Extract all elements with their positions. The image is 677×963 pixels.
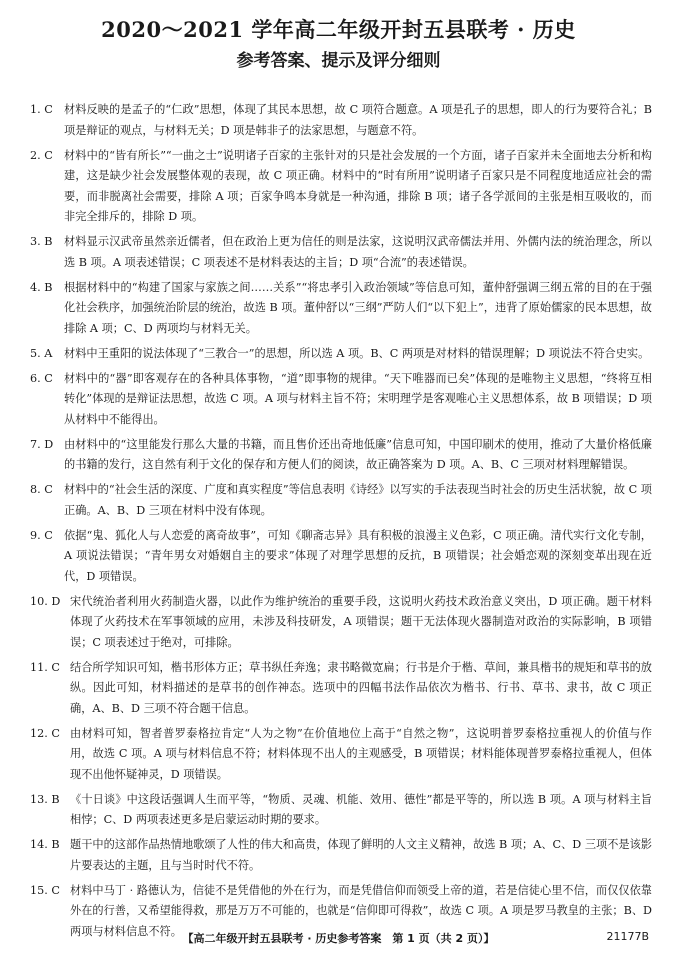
answer-number: 9. C bbox=[30, 528, 53, 542]
answer-item bbox=[30, 100, 652, 141]
answer-explanation: 《十日谈》中这段话强调人生而平等，“物质、灵魂、机能、效用、德性”都是平等的，所以选 B 项。A 项与材料主旨相悖；C、D 两项表述更多是启蒙运动时期的要求。 bbox=[70, 792, 652, 826]
answer-number: 13. B bbox=[30, 792, 60, 806]
answer-item bbox=[30, 592, 652, 654]
answer-item bbox=[30, 278, 652, 340]
footer-page-info: 【高二年级开封五县联考 · 历史参考答案 第 1 页（共 2 页）】 bbox=[182, 932, 495, 945]
answer-number: 8. C bbox=[30, 483, 53, 496]
answer-explanation: 材料中的“社会生活的深度、广度和真实程度”等信息表明《诗经》以写实的手法表现当时社会的历史生活状貌，故 C 项正确。A、B、D 三项在材料中没有体现。 bbox=[64, 483, 652, 517]
answer-explanation: 材料显示汉武帝虽然亲近儒者，但在政治上更为信任的则是法家，这说明汉武帝儒法并用、外儒内法的统治理念，所以选 B 项。A 项表述错误；C 项表述不是材料表达的主旨；D 项“合流”的表述错误。 bbox=[64, 235, 652, 269]
answer-number: 7. D bbox=[30, 437, 54, 451]
answer-number: 12. C bbox=[30, 726, 60, 740]
answer-explanation: 材料中马丁 · 路德认为，信徒不是凭借他的外在行为，而是凭借信仰而领受上帝的道，若是信徒心里不信，而仅仅依靠外在的行善，又希望能得救，那是万万不可能的，也就是“信仰即可得救”，故选 C 项。A 项是罗马教皇的主张；B、D 两项与材料信息不符。 bbox=[70, 883, 652, 938]
answer-explanation: 材料中王重阳的说法体现了“三教合一”的思想，所以选 A 项。B、C 两项是对材料的错误理解；D 项说法不符合史实。 bbox=[64, 346, 650, 360]
answer-item bbox=[30, 232, 652, 273]
answer-explanation: 由材料中的“这里能发行那么大量的书籍，而且售价还出奇地低廉”信息可知，中国印刷术的使用，推动了大量价格低廉的书籍的发行，这自然有利于文化的保存和方便人们的阅读，故正确答案为 D 项。A、B、C 三项对材料理解错误。 bbox=[64, 437, 652, 471]
answer-item bbox=[30, 344, 652, 365]
answer-number: 14. B bbox=[30, 838, 60, 851]
answer-explanation: 宋代统治者利用火药制造火器，以此作为维护统治的重要手段，这说明火药技术政治意义突出，D 项正确。题干材料体现了火药技术在军事领域的应用，未涉及科技研发，A 项错误；题干无法体现火器制造对政治的实际影响，B 项错误；C 项表述过于绝对，可排除。 bbox=[70, 594, 652, 649]
answer-item bbox=[30, 724, 652, 786]
page-subtitle: 参考答案、提示及评分细则 bbox=[236, 51, 441, 71]
answer-explanation: 由材料可知，智者普罗泰格拉肯定“人为之物”在价值地位上高于“自然之物”，这说明普罗泰格拉重视人的价值与作用，故选 C 项。A 项与材料信息不符；材料体现不出人的主观感受，B 项错误；材料能体现普罗泰格拉重视人，但体现不出他怀疑神灵，D 项错误。 bbox=[70, 726, 652, 781]
answer-item bbox=[30, 369, 652, 431]
answer-item bbox=[30, 658, 652, 720]
answer-number: 3. B bbox=[30, 235, 53, 248]
answer-number: 4. B bbox=[30, 280, 53, 294]
answer-number: 11. C bbox=[30, 660, 60, 674]
answer-explanation: 题干中的这部作品热情地歌颂了人性的伟大和高贵，体现了鲜明的人文主义精神，故选 B 项；A、C、D 三项不是该影片要表达的主题，且与当时时代不符。 bbox=[70, 838, 652, 872]
answer-number: 5. A bbox=[30, 346, 53, 360]
answer-item bbox=[30, 790, 652, 831]
answer-number: 1. C bbox=[30, 103, 53, 116]
answer-item bbox=[30, 146, 652, 228]
answer-explanation: 根据材料中的“构建了国家与家族之间……关系”“将忠孝引入政治领域”等信息可知，董仲舒强调三纲五常的目的在于强化社会秩序，加强统治阶层的统治，故选 B 项。董仲舒以“三纲”严防人们“以下犯上”，违背了原始儒家的民本思想，故排除 A 项；C、D 两项均与材料无关。 bbox=[64, 280, 652, 335]
answer-number: 10. D bbox=[30, 594, 61, 608]
answer-explanation: 材料中的“皆有所长”“一曲之士”说明诸子百家的主张针对的只是社会发展的一个方面，诸子百家并未全面地去分析和构建，这是缺少社会发展整体观的表现，故 C 项正确。材料中的“时有所用”说明诸子百家只是不同程度地适应社会的需要，而非脱离社会需要，排除 A 项；百家争鸣本身就是一种沟通，排除 B 项；诸子各学派间的主张是相互吸收的，而非完全排斥的，排除 D 项。 bbox=[64, 148, 652, 223]
answer-explanation: 材料中的“器”即客观存在的各种具体事物，“道”即事物的规律。“天下唯器而已矣”体现的是唯物主义思想，“终将互相转化”体现的是辩证法思想，故选 C 项。A 项与材料主旨不符；宋明理学是客观唯心主义思想体系，故 B 项错误；D 项从材料中不能得出。 bbox=[64, 371, 652, 426]
page-title: 2020～2021 学年高二年级开封五县联考 · 历史 bbox=[101, 17, 576, 42]
footer-doc-code: 21177B bbox=[606, 930, 649, 943]
answer-explanation: 依据“鬼、狐化人与人恋爱的离奇故事”，可知《聊斋志异》具有积极的浪漫主义色彩，C 项正确。清代实行文化专制，A 项说法错误；“青年男女对婚姻自主的要求”体现了对理学思想的反抗，B 项错误；社会婚恋观的深刻变革出现在近代，D 项错误。 bbox=[64, 528, 652, 583]
answer-item bbox=[30, 480, 652, 521]
answer-item bbox=[30, 526, 652, 588]
answer-number: 2. C bbox=[30, 148, 53, 162]
answer-explanation: 材料反映的是孟子的“仁政”思想，体现了其民本思想，故 C 项符合题意。A 项是孔子的思想，即人的行为要符合礼；B 项是辩证的观点，与材料无关；D 项是韩非子的法家思想，与题意不符。 bbox=[64, 103, 652, 137]
answer-item bbox=[30, 435, 652, 476]
answer-explanation: 结合所学知识可知，楷书形体方正；草书纵任奔逸；隶书略微宽扁；行书是介于楷、草间，兼具楷书的规矩和草书的放纵。因此可知，材料描述的是草书的创作神态。选项中的四幅书法作品依次为楷书、行书、草书、隶书，故 C 项正确，A、B、D 三项不符合题干信息。 bbox=[70, 660, 652, 715]
answer-number: 6. C bbox=[30, 371, 53, 385]
answer-item bbox=[30, 835, 652, 876]
answer-number: 15. C bbox=[30, 883, 60, 897]
answer-list bbox=[30, 100, 652, 947]
